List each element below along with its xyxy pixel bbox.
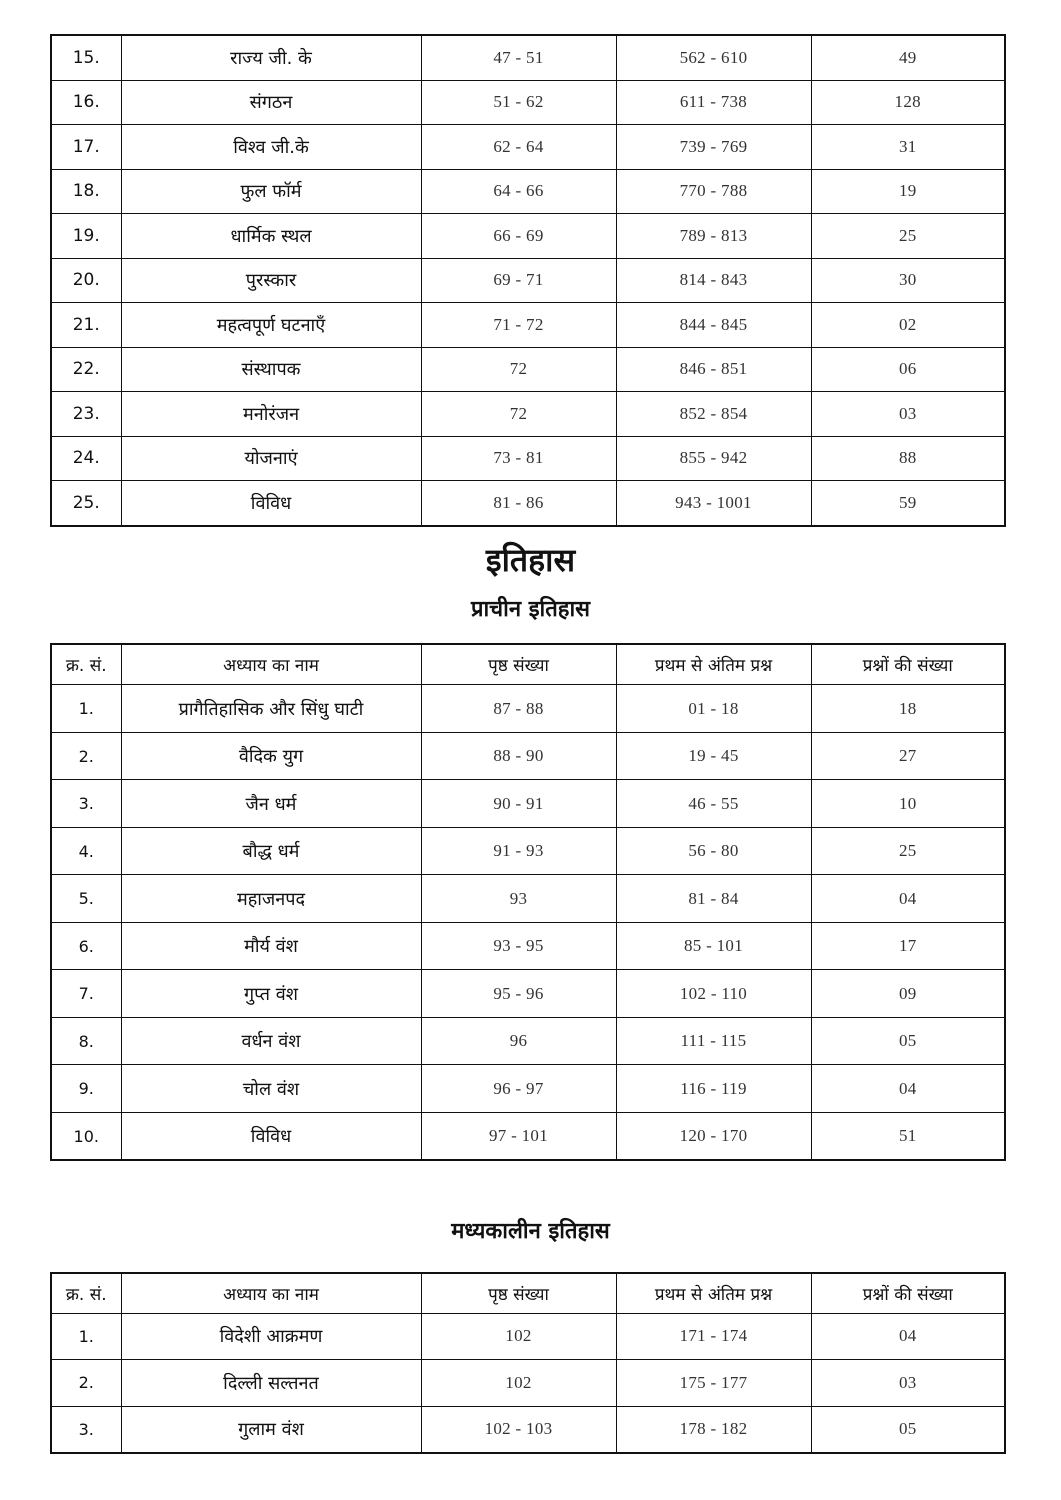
table-row <box>51 1406 1005 1453</box>
cell-chapter: विविध <box>121 1112 421 1160</box>
cell-chapter: फुल फॉर्म <box>121 169 421 214</box>
heading-table-gap <box>0 1246 1061 1272</box>
cell-page: 91 - 93 <box>421 827 616 875</box>
cell-chapter: संगठन <box>121 80 421 125</box>
cell-serial: 3. <box>51 780 121 828</box>
cell-range: 116 - 119 <box>616 1065 811 1113</box>
table-row <box>51 80 1005 125</box>
table-row <box>51 970 1005 1018</box>
cell-page: 88 - 90 <box>421 732 616 780</box>
cell-chapter: विविध <box>121 481 421 526</box>
cell-page: 51 - 62 <box>421 80 616 125</box>
table-row <box>51 214 1005 259</box>
cell-chapter: विश्व जी.के <box>121 125 421 170</box>
table-row <box>51 1360 1005 1407</box>
cell-page: 47 - 51 <box>421 35 616 80</box>
cell-range: 562 - 610 <box>616 35 811 80</box>
cell-serial: 22. <box>51 347 121 392</box>
table-row <box>51 436 1005 481</box>
top-spacer <box>0 0 1061 34</box>
cell-page: 96 <box>421 1017 616 1065</box>
cell-count: 31 <box>811 125 1005 170</box>
table-row <box>51 125 1005 170</box>
cell-page: 97 - 101 <box>421 1112 616 1160</box>
cell-serial: 6. <box>51 922 121 970</box>
cell-serial: 8. <box>51 1017 121 1065</box>
header-range: प्रथम से अंतिम प्रश्न <box>616 1273 811 1314</box>
table-row <box>51 922 1005 970</box>
cell-page: 93 - 95 <box>421 922 616 970</box>
cell-page: 95 - 96 <box>421 970 616 1018</box>
cell-count: 59 <box>811 481 1005 526</box>
cell-chapter: गुप्त वंश <box>121 970 421 1018</box>
header-page: पृष्ठ संख्या <box>421 644 616 685</box>
cell-page: 87 - 88 <box>421 685 616 733</box>
cell-page: 66 - 69 <box>421 214 616 259</box>
cell-serial: 4. <box>51 827 121 875</box>
cell-serial: 25. <box>51 481 121 526</box>
header-range: प्रथम से अंतिम प्रश्न <box>616 644 811 685</box>
cell-serial: 2. <box>51 732 121 780</box>
table-row <box>51 347 1005 392</box>
table-row <box>51 392 1005 437</box>
cell-page: 102 <box>421 1313 616 1360</box>
cell-count: 05 <box>811 1017 1005 1065</box>
cell-serial: 20. <box>51 258 121 303</box>
table-row <box>51 35 1005 80</box>
header-row <box>51 1273 1005 1314</box>
cell-count: 19 <box>811 169 1005 214</box>
table-row <box>51 1065 1005 1113</box>
cell-range: 789 - 813 <box>616 214 811 259</box>
cell-page: 73 - 81 <box>421 436 616 481</box>
header-row <box>51 644 1005 685</box>
table-row <box>51 169 1005 214</box>
table-row <box>51 481 1005 526</box>
table-row <box>51 827 1005 875</box>
cell-page: 102 - 103 <box>421 1406 616 1453</box>
table-row <box>51 780 1005 828</box>
cell-range: 739 - 769 <box>616 125 811 170</box>
table-body <box>51 35 1005 526</box>
cell-count: 05 <box>811 1406 1005 1453</box>
cell-chapter: मौर्य वंश <box>121 922 421 970</box>
cell-range: 111 - 115 <box>616 1017 811 1065</box>
cell-page: 93 <box>421 875 616 923</box>
cell-count: 03 <box>811 1360 1005 1407</box>
cell-serial: 23. <box>51 392 121 437</box>
cell-range: 102 - 110 <box>616 970 811 1018</box>
table-body <box>51 1313 1005 1453</box>
cell-serial: 24. <box>51 436 121 481</box>
cell-page: 102 <box>421 1360 616 1407</box>
cell-range: 852 - 854 <box>616 392 811 437</box>
cell-chapter: गुलाम वंश <box>121 1406 421 1453</box>
table-row <box>51 685 1005 733</box>
cell-chapter: पुरस्कार <box>121 258 421 303</box>
cell-count: 49 <box>811 35 1005 80</box>
cell-range: 611 - 738 <box>616 80 811 125</box>
cell-count: 04 <box>811 1065 1005 1113</box>
table-header <box>51 644 1005 685</box>
cell-range: 46 - 55 <box>616 780 811 828</box>
header-chapter: अध्याय का नाम <box>121 644 421 685</box>
cell-serial: 18. <box>51 169 121 214</box>
header-serial: क्र. सं. <box>51 1273 121 1314</box>
cell-chapter: महत्वपूर्ण घटनाएँ <box>121 303 421 348</box>
header-page: पृष्ठ संख्या <box>421 1273 616 1314</box>
cell-count: 25 <box>811 214 1005 259</box>
gk-index-table-continued <box>50 34 1006 527</box>
section-heading-medieval: मध्यकालीन इतिहास <box>451 1219 610 1245</box>
cell-page: 96 - 97 <box>421 1065 616 1113</box>
cell-range: 846 - 851 <box>616 347 811 392</box>
table-row <box>51 1112 1005 1160</box>
cell-chapter: राज्य जी. के <box>121 35 421 80</box>
cell-count: 09 <box>811 970 1005 1018</box>
cell-count: 06 <box>811 347 1005 392</box>
cell-serial: 3. <box>51 1406 121 1453</box>
cell-range: 844 - 845 <box>616 303 811 348</box>
cell-chapter: योजनाएं <box>121 436 421 481</box>
cell-serial: 16. <box>51 80 121 125</box>
page-title: इतिहास <box>485 540 576 579</box>
cell-range: 01 - 18 <box>616 685 811 733</box>
cell-page: 72 <box>421 347 616 392</box>
header-serial: क्र. सं. <box>51 644 121 685</box>
cell-chapter: वर्धन वंश <box>121 1017 421 1065</box>
table-row <box>51 732 1005 780</box>
cell-page: 72 <box>421 392 616 437</box>
cell-range: 81 - 84 <box>616 875 811 923</box>
cell-count: 02 <box>811 303 1005 348</box>
cell-serial: 17. <box>51 125 121 170</box>
cell-range: 19 - 45 <box>616 732 811 780</box>
medieval-history-index-table <box>50 1272 1006 1455</box>
cell-range: 943 - 1001 <box>616 481 811 526</box>
table-header <box>51 1273 1005 1314</box>
section-gap <box>0 1161 1061 1201</box>
cell-count: 51 <box>811 1112 1005 1160</box>
heading-table-gap <box>0 623 1061 643</box>
cell-serial: 15. <box>51 35 121 80</box>
cell-chapter: जैन धर्म <box>121 780 421 828</box>
cell-chapter: दिल्ली सल्तनत <box>121 1360 421 1407</box>
cell-range: 175 - 177 <box>616 1360 811 1407</box>
cell-serial: 2. <box>51 1360 121 1407</box>
cell-count: 30 <box>811 258 1005 303</box>
cell-chapter: प्रागैतिहासिक और सिंधु घाटी <box>121 685 421 733</box>
cell-page: 71 - 72 <box>421 303 616 348</box>
header-count: प्रश्नों की संख्या <box>811 1273 1005 1314</box>
table-body <box>51 685 1005 1161</box>
cell-chapter: मनोरंजन <box>121 392 421 437</box>
cell-page: 90 - 91 <box>421 780 616 828</box>
header-chapter: अध्याय का नाम <box>121 1273 421 1314</box>
cell-page: 69 - 71 <box>421 258 616 303</box>
cell-serial: 9. <box>51 1065 121 1113</box>
ancient-history-index-table <box>50 643 1006 1161</box>
cell-range: 56 - 80 <box>616 827 811 875</box>
cell-count: 04 <box>811 875 1005 923</box>
cell-chapter: धार्मिक स्थल <box>121 214 421 259</box>
cell-count: 88 <box>811 436 1005 481</box>
cell-chapter: महाजनपद <box>121 875 421 923</box>
cell-count: 27 <box>811 732 1005 780</box>
cell-count: 04 <box>811 1313 1005 1360</box>
cell-range: 171 - 174 <box>616 1313 811 1360</box>
section-heading-ancient: प्राचीन इतिहास <box>470 596 591 622</box>
table-row <box>51 1313 1005 1360</box>
cell-range: 85 - 101 <box>616 922 811 970</box>
cell-serial: 1. <box>51 685 121 733</box>
cell-page: 81 - 86 <box>421 481 616 526</box>
cell-serial: 5. <box>51 875 121 923</box>
cell-serial: 19. <box>51 214 121 259</box>
cell-serial: 1. <box>51 1313 121 1360</box>
cell-range: 178 - 182 <box>616 1406 811 1453</box>
cell-range: 814 - 843 <box>616 258 811 303</box>
cell-chapter: बौद्ध धर्म <box>121 827 421 875</box>
cell-serial: 7. <box>51 970 121 1018</box>
cell-count: 18 <box>811 685 1005 733</box>
cell-page: 64 - 66 <box>421 169 616 214</box>
cell-range: 120 - 170 <box>616 1112 811 1160</box>
cell-chapter: संस्थापक <box>121 347 421 392</box>
header-count: प्रश्नों की संख्या <box>811 644 1005 685</box>
cell-chapter: चोल वंश <box>121 1065 421 1113</box>
cell-count: 17 <box>811 922 1005 970</box>
cell-serial: 21. <box>51 303 121 348</box>
cell-range: 770 - 788 <box>616 169 811 214</box>
table-row <box>51 875 1005 923</box>
table-row <box>51 303 1005 348</box>
table-row <box>51 1017 1005 1065</box>
cell-count: 128 <box>811 80 1005 125</box>
cell-serial: 10. <box>51 1112 121 1160</box>
cell-count: 03 <box>811 392 1005 437</box>
table-row <box>51 258 1005 303</box>
cell-chapter: विदेशी आक्रमण <box>121 1313 421 1360</box>
cell-count: 25 <box>811 827 1005 875</box>
cell-chapter: वैदिक युग <box>121 732 421 780</box>
cell-count: 10 <box>811 780 1005 828</box>
cell-range: 855 - 942 <box>616 436 811 481</box>
cell-page: 62 - 64 <box>421 125 616 170</box>
